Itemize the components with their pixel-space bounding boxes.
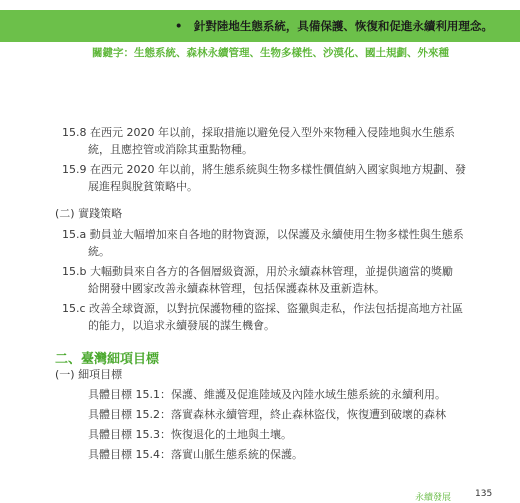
page-number: 135 (475, 489, 493, 499)
strategy-15-b-line1: 15.b 大幅動員來自各方的各個層級資源，用於永續森林管理，並提供適當的獎勵 (62, 265, 453, 278)
specific-target-15-1: 具體目標 15.1：保護、維護及促進陸域及內陸水域生態系統的永續利用。 (88, 388, 446, 401)
strategy-15-c-line2: 的能力，以追求永續發展的謀生機會。 (88, 319, 275, 332)
specific-target-15-3: 具體目標 15.3：恢復退化的土地與土壤。 (88, 428, 292, 441)
strategy-15-c-line1: 15.c 改善全球資源，以對抗保護物種的盜採、盜獵與走私，作法包括提高地方社區 (62, 302, 464, 315)
strategy-heading: (二) 實踐策略 (55, 207, 123, 220)
strategy-15-b-line2: 給開發中國家改善永續森林管理，包括保護森林及重新造林。 (88, 282, 385, 295)
footer-text: 永續發展 (415, 493, 452, 503)
specific-target-15-4: 具體目標 15.4：落實山脈生態系統的保護。 (88, 448, 303, 461)
header-bar (0, 10, 520, 42)
specific-target-15-2: 具體目標 15.2：落實森林永續管理，終止森林盜伐，恢復遭到破壞的森林 (88, 408, 446, 421)
target-15-9-line1: 15.9 在西元 2020 年以前，將生態系統與生物多樣性價值納入國家與地方規劃、發 (62, 163, 466, 176)
header-text: • 針對陸地生態系統，具備保護、恢復和促進永續利用理念。 (175, 19, 493, 33)
strategy-15-a-line1: 15.a 動員並大幅增加來自各地的財物資源，以保護及永續使用生物多樣性與生態系 (62, 228, 464, 241)
target-15-8-line2: 統，且應控管或消除其重點物種。 (88, 143, 253, 156)
subsection-heading: (一) 細項目標 (55, 368, 123, 381)
strategy-15-a-line2: 統。 (88, 245, 110, 258)
section-title: 二、臺灣細項目標 (55, 352, 160, 367)
target-15-8-line1: 15.8 在西元 2020 年以前，採取措施以避免侵入型外來物種入侵陸地與水生態系 (62, 126, 455, 139)
keywords-line: 關鍵字：生態系統、森林永續管理、生物多樣性、沙漠化、國土規劃、外來種 (92, 47, 449, 59)
target-15-9-line2: 展進程與脫貧策略中。 (88, 180, 198, 193)
